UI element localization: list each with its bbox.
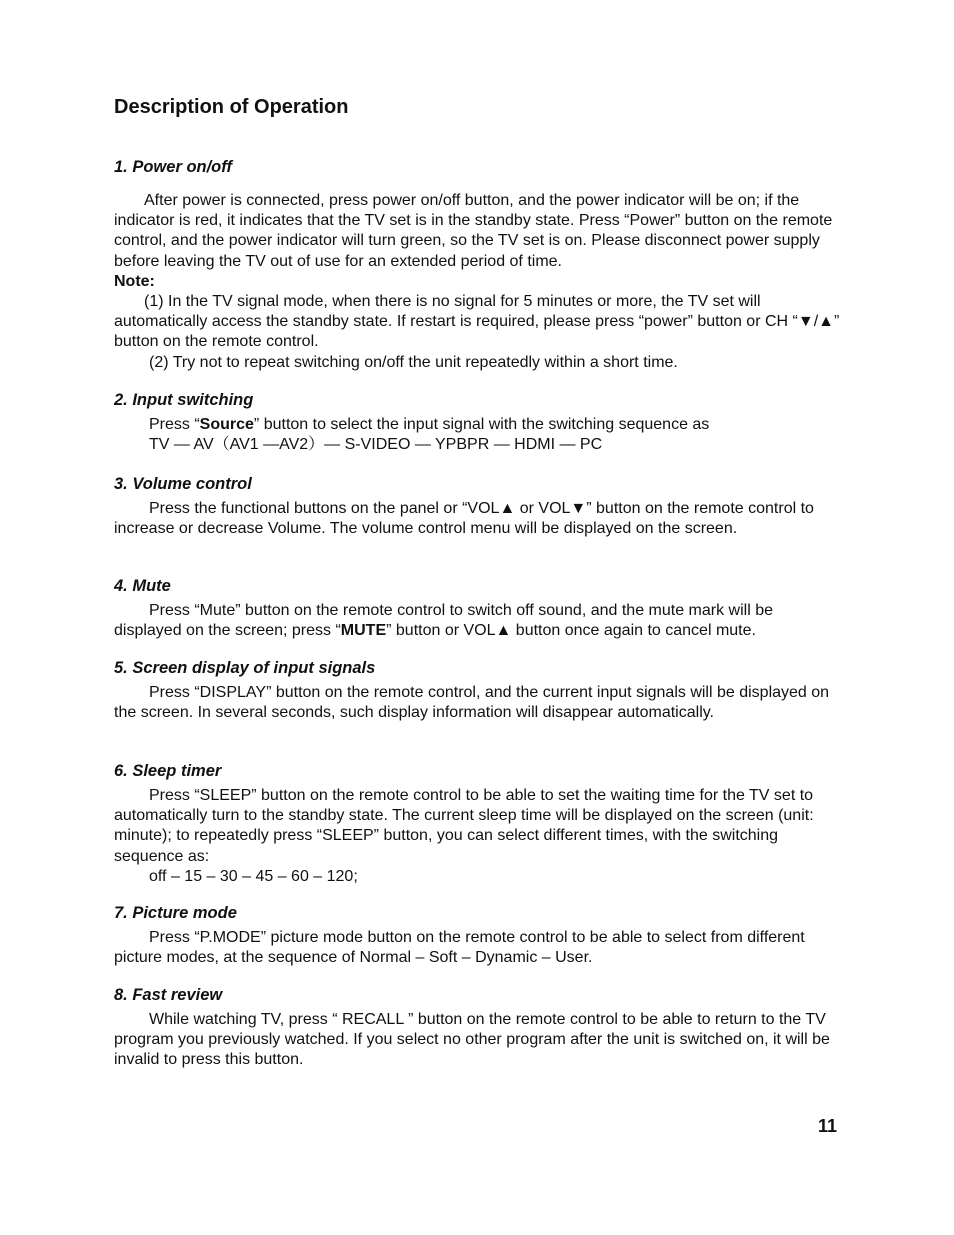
section-sleep bbox=[114, 761, 844, 887]
page-number: 11 bbox=[818, 1116, 838, 1136]
section-heading: 2. Input switching bbox=[114, 391, 254, 409]
sleep-sequence: off – 15 – 30 – 45 – 60 – 120; bbox=[149, 867, 358, 885]
section-picture bbox=[114, 903, 844, 968]
page-title: Description of Operation bbox=[114, 96, 349, 118]
section-body: Press “Source” button to select the input signal with the switching sequence as bbox=[149, 416, 710, 433]
section-review bbox=[114, 985, 844, 1071]
section-body: Press “SLEEP” button on the remote control to be able to set the waiting time for the TV set to automatically turn to the standby state. The current sleep time will be displayed on the screen (unit: minute); to repeatedly press “SLEEP” button, you can select different times, with the switching sequence as: bbox=[114, 787, 814, 865]
section-body: Press “Mute” button on the remote control to switch off sound, and the mute mark will be displayed on the screen; press “MUTE” button or VOL▲ button once again to cancel mute. bbox=[114, 602, 774, 640]
section-body: After power is connected, press power on/off button, and the power indicator will be on; if the indicator is red, it indicates that the TV set is in the standby state. Press “Power” button on the remote control, and the power indicator will turn green, so the TV set is on. Please disconnect power supply before leaving the TV out of use for an extended period of time. bbox=[114, 192, 833, 270]
section-display bbox=[114, 658, 844, 723]
section-power bbox=[114, 157, 844, 373]
section-body: Press “DISPLAY” button on the remote control, and the current input signals will be displayed on the screen. In several seconds, such display information will disappear automatically. bbox=[114, 684, 830, 722]
input-sequence: TV — AV（AV1 —AV2）— S-VIDEO — YPBPR — HDMI — PC bbox=[149, 436, 603, 454]
section-heading: 8. Fast review bbox=[114, 986, 223, 1004]
section-mute bbox=[114, 576, 844, 641]
section-heading: 4. Mute bbox=[114, 577, 171, 595]
note-item: (1) In the TV signal mode, when there is no signal for 5 minutes or more, the TV set will automatically access the standby state. If restart is required, please press “power” button or CH “▼/▲” button on the remote control. bbox=[114, 293, 840, 351]
section-body: While watching TV, press “ RECALL ” button on the remote control to be able to return to the TV program you previously watched. If you select no other program after the unit is switched on, it will be invalid to press this button. bbox=[114, 1011, 830, 1069]
section-heading: 3. Volume control bbox=[114, 475, 252, 493]
section-heading: 7. Picture mode bbox=[114, 904, 237, 922]
section-heading: 5. Screen display of input signals bbox=[114, 659, 376, 677]
note-label: Note: bbox=[114, 272, 155, 290]
section-body: Press “P.MODE” picture mode button on the remote control to be able to select from different picture modes, at the sequence of Normal – Soft – Dynamic – User. bbox=[114, 929, 805, 967]
section-heading: 6. Sleep timer bbox=[114, 762, 222, 780]
section-body: Press the functional buttons on the panel or “VOL▲ or VOL▼” button on the remote control to increase or decrease Volume. The volume control menu will be displayed on the screen. bbox=[114, 500, 814, 538]
section-volume bbox=[114, 474, 844, 539]
note-item: (2) Try not to repeat switching on/off the unit repeatedly within a short time. bbox=[149, 353, 678, 371]
section-heading: 1. Power on/off bbox=[114, 158, 232, 176]
section-input bbox=[114, 390, 844, 455]
